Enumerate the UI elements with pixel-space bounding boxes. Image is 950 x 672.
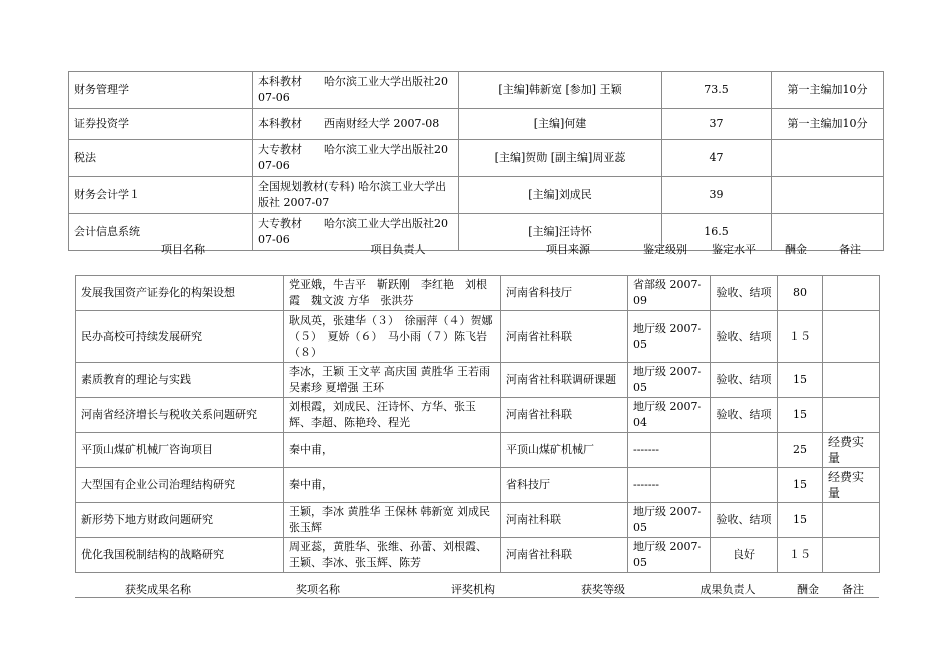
research-project-table <box>75 275 880 573</box>
table-row <box>69 109 884 140</box>
header-award-org: 评奖机构 <box>451 583 495 596</box>
book-score: 47 <box>662 140 772 177</box>
header-project-name: 项目名称 <box>161 243 205 256</box>
project-fee: 15 <box>778 468 823 503</box>
book-name: 证券投资学 <box>69 109 253 140</box>
project-fee: １５ <box>778 311 823 363</box>
book-note: 第一主编加10分 <box>772 109 884 140</box>
book-publisher: 大专教材 哈尔滨工业大学出版社2007-06 <box>253 140 459 177</box>
project-name: 新形势下地方财政问题研究 <box>76 503 284 538</box>
project-level: 地厅级 2007-04 <box>628 398 711 433</box>
table-row <box>76 276 880 311</box>
project-note <box>823 276 880 311</box>
project-grade: 验收、结项 <box>711 503 778 538</box>
header-appraisal-grade: 鉴定水平 <box>712 243 756 256</box>
header-note: 备注 <box>839 243 861 256</box>
project-grade: 验收、结项 <box>711 398 778 433</box>
project-level: ------- <box>628 433 711 468</box>
table-row <box>69 140 884 177</box>
textbook-table <box>68 71 884 251</box>
project-table-header <box>68 242 883 272</box>
project-source: 河南省社科联 <box>501 398 628 433</box>
book-name: 税法 <box>69 140 253 177</box>
header-appraisal-level: 鉴定级别 <box>643 243 687 256</box>
header-award-note: 备注 <box>842 583 864 596</box>
project-note <box>823 363 880 398</box>
project-note <box>823 538 880 573</box>
project-fee: 15 <box>778 398 823 433</box>
project-leader: 党亚娥，牛吉平 靳跃刚 李红艳 刘根霞 魏文波 方华 张洪芬 <box>284 276 501 311</box>
project-level: ------- <box>628 468 711 503</box>
table-row <box>76 311 880 363</box>
header-award-name: 奖项名称 <box>296 583 340 596</box>
project-leader: 王颖，李冰 黄胜华 王保林 韩新宽 刘成民 张玉辉 <box>284 503 501 538</box>
header-award-result: 获奖成果名称 <box>125 583 191 596</box>
header-award-leader: 成果负责人 <box>700 583 756 596</box>
project-grade: 良好 <box>711 538 778 573</box>
project-fee: 15 <box>778 503 823 538</box>
table-row <box>76 433 880 468</box>
project-level: 地厅级 2007-05 <box>628 538 711 573</box>
book-note: 第一主编加10分 <box>772 72 884 109</box>
project-note <box>823 503 880 538</box>
book-editor: [主编]汪诗怀 <box>459 214 662 251</box>
book-publisher: 本科教材 哈尔滨工业大学出版社2007-06 <box>253 72 459 109</box>
book-editor: [主编]刘成民 <box>459 177 662 214</box>
project-leader: 秦中甫， <box>284 468 501 503</box>
project-level: 省部级 2007-09 <box>628 276 711 311</box>
project-leader: 秦中甫， <box>284 433 501 468</box>
project-name: 发展我国资产证券化的构架设想 <box>76 276 284 311</box>
project-fee: 25 <box>778 433 823 468</box>
table-row <box>76 468 880 503</box>
project-level: 地厅级 2007-05 <box>628 311 711 363</box>
book-note <box>772 140 884 177</box>
book-editor: [主编]何建 <box>459 109 662 140</box>
project-source: 河南省社科联 <box>501 311 628 363</box>
project-name: 河南省经济增长与税收关系问题研究 <box>76 398 284 433</box>
project-grade: 验收、结项 <box>711 311 778 363</box>
project-leader: 耿凤英，张建华（３） 徐丽萍（４）贺娜（５） 夏娇（６） 马小雨（７）陈飞岩（８） <box>284 311 501 363</box>
table-row <box>76 538 880 573</box>
project-source: 河南省科技厅 <box>501 276 628 311</box>
project-level: 地厅级 2007-05 <box>628 503 711 538</box>
project-fee: 80 <box>778 276 823 311</box>
header-project-source: 项目来源 <box>546 243 590 256</box>
project-note <box>823 311 880 363</box>
project-level: 地厅级 2007-05 <box>628 363 711 398</box>
award-table-rule <box>75 597 879 598</box>
table-row <box>76 363 880 398</box>
project-grade <box>711 433 778 468</box>
project-note: 经费实量 <box>823 433 880 468</box>
project-grade <box>711 468 778 503</box>
book-score: 37 <box>662 109 772 140</box>
project-name: 素质教育的理论与实践 <box>76 363 284 398</box>
project-name: 优化我国税制结构的战略研究 <box>76 538 284 573</box>
book-score: 39 <box>662 177 772 214</box>
table-row <box>69 72 884 109</box>
header-award-level: 获奖等级 <box>581 583 625 596</box>
project-source: 河南社科联 <box>501 503 628 538</box>
book-name: 会计信息系统 <box>69 214 253 251</box>
project-source: 省科技厅 <box>501 468 628 503</box>
project-source: 河南省社科联调研课题 <box>501 363 628 398</box>
table-row <box>76 503 880 538</box>
project-leader: 李冰，王颖 王文苹 高庆国 黄胜华 王若雨 吴素珍 夏增强 王环 <box>284 363 501 398</box>
book-name: 财务管理学 <box>69 72 253 109</box>
book-score: 73.5 <box>662 72 772 109</box>
book-publisher: 本科教材 西南财经大学 2007-08 <box>253 109 459 140</box>
project-note <box>823 398 880 433</box>
project-source: 河南省社科联 <box>501 538 628 573</box>
header-project-leader: 项目负责人 <box>370 243 426 256</box>
book-editor: [主编]韩新宽 [参加] 王颖 <box>459 72 662 109</box>
table-row <box>76 398 880 433</box>
project-grade: 验收、结项 <box>711 276 778 311</box>
project-source: 平顶山煤矿机械厂 <box>501 433 628 468</box>
book-note <box>772 177 884 214</box>
book-score: 16.5 <box>662 214 772 251</box>
project-note: 经费实量 <box>823 468 880 503</box>
project-name: 大型国有企业公司治理结构研究 <box>76 468 284 503</box>
book-publisher: 大专教材 哈尔滨工业大学出版社2007-06 <box>253 214 459 251</box>
project-grade: 验收、结项 <box>711 363 778 398</box>
book-publisher: 全国规划教材(专科) 哈尔滨工业大学出版社 2007-07 <box>253 177 459 214</box>
project-leader: 刘根霞，刘成民、汪诗怀、方华、张玉辉、李超、陈艳玲、程光 <box>284 398 501 433</box>
book-editor: [主编]贺勋 [副主编]周亚蕊 <box>459 140 662 177</box>
project-name: 平顶山煤矿机械厂咨询项目 <box>76 433 284 468</box>
project-name: 民办高校可持续发展研究 <box>76 311 284 363</box>
project-leader: 周亚蕊，黄胜华、张维、孙蕾、刘根霞、王颖、李冰、张玉辉、陈芳 <box>284 538 501 573</box>
header-award-fee: 酬金 <box>797 583 819 596</box>
project-fee: 15 <box>778 363 823 398</box>
table-row <box>69 177 884 214</box>
project-fee: １５ <box>778 538 823 573</box>
header-fee: 酬金 <box>785 243 807 256</box>
book-name: 财务会计学１ <box>69 177 253 214</box>
